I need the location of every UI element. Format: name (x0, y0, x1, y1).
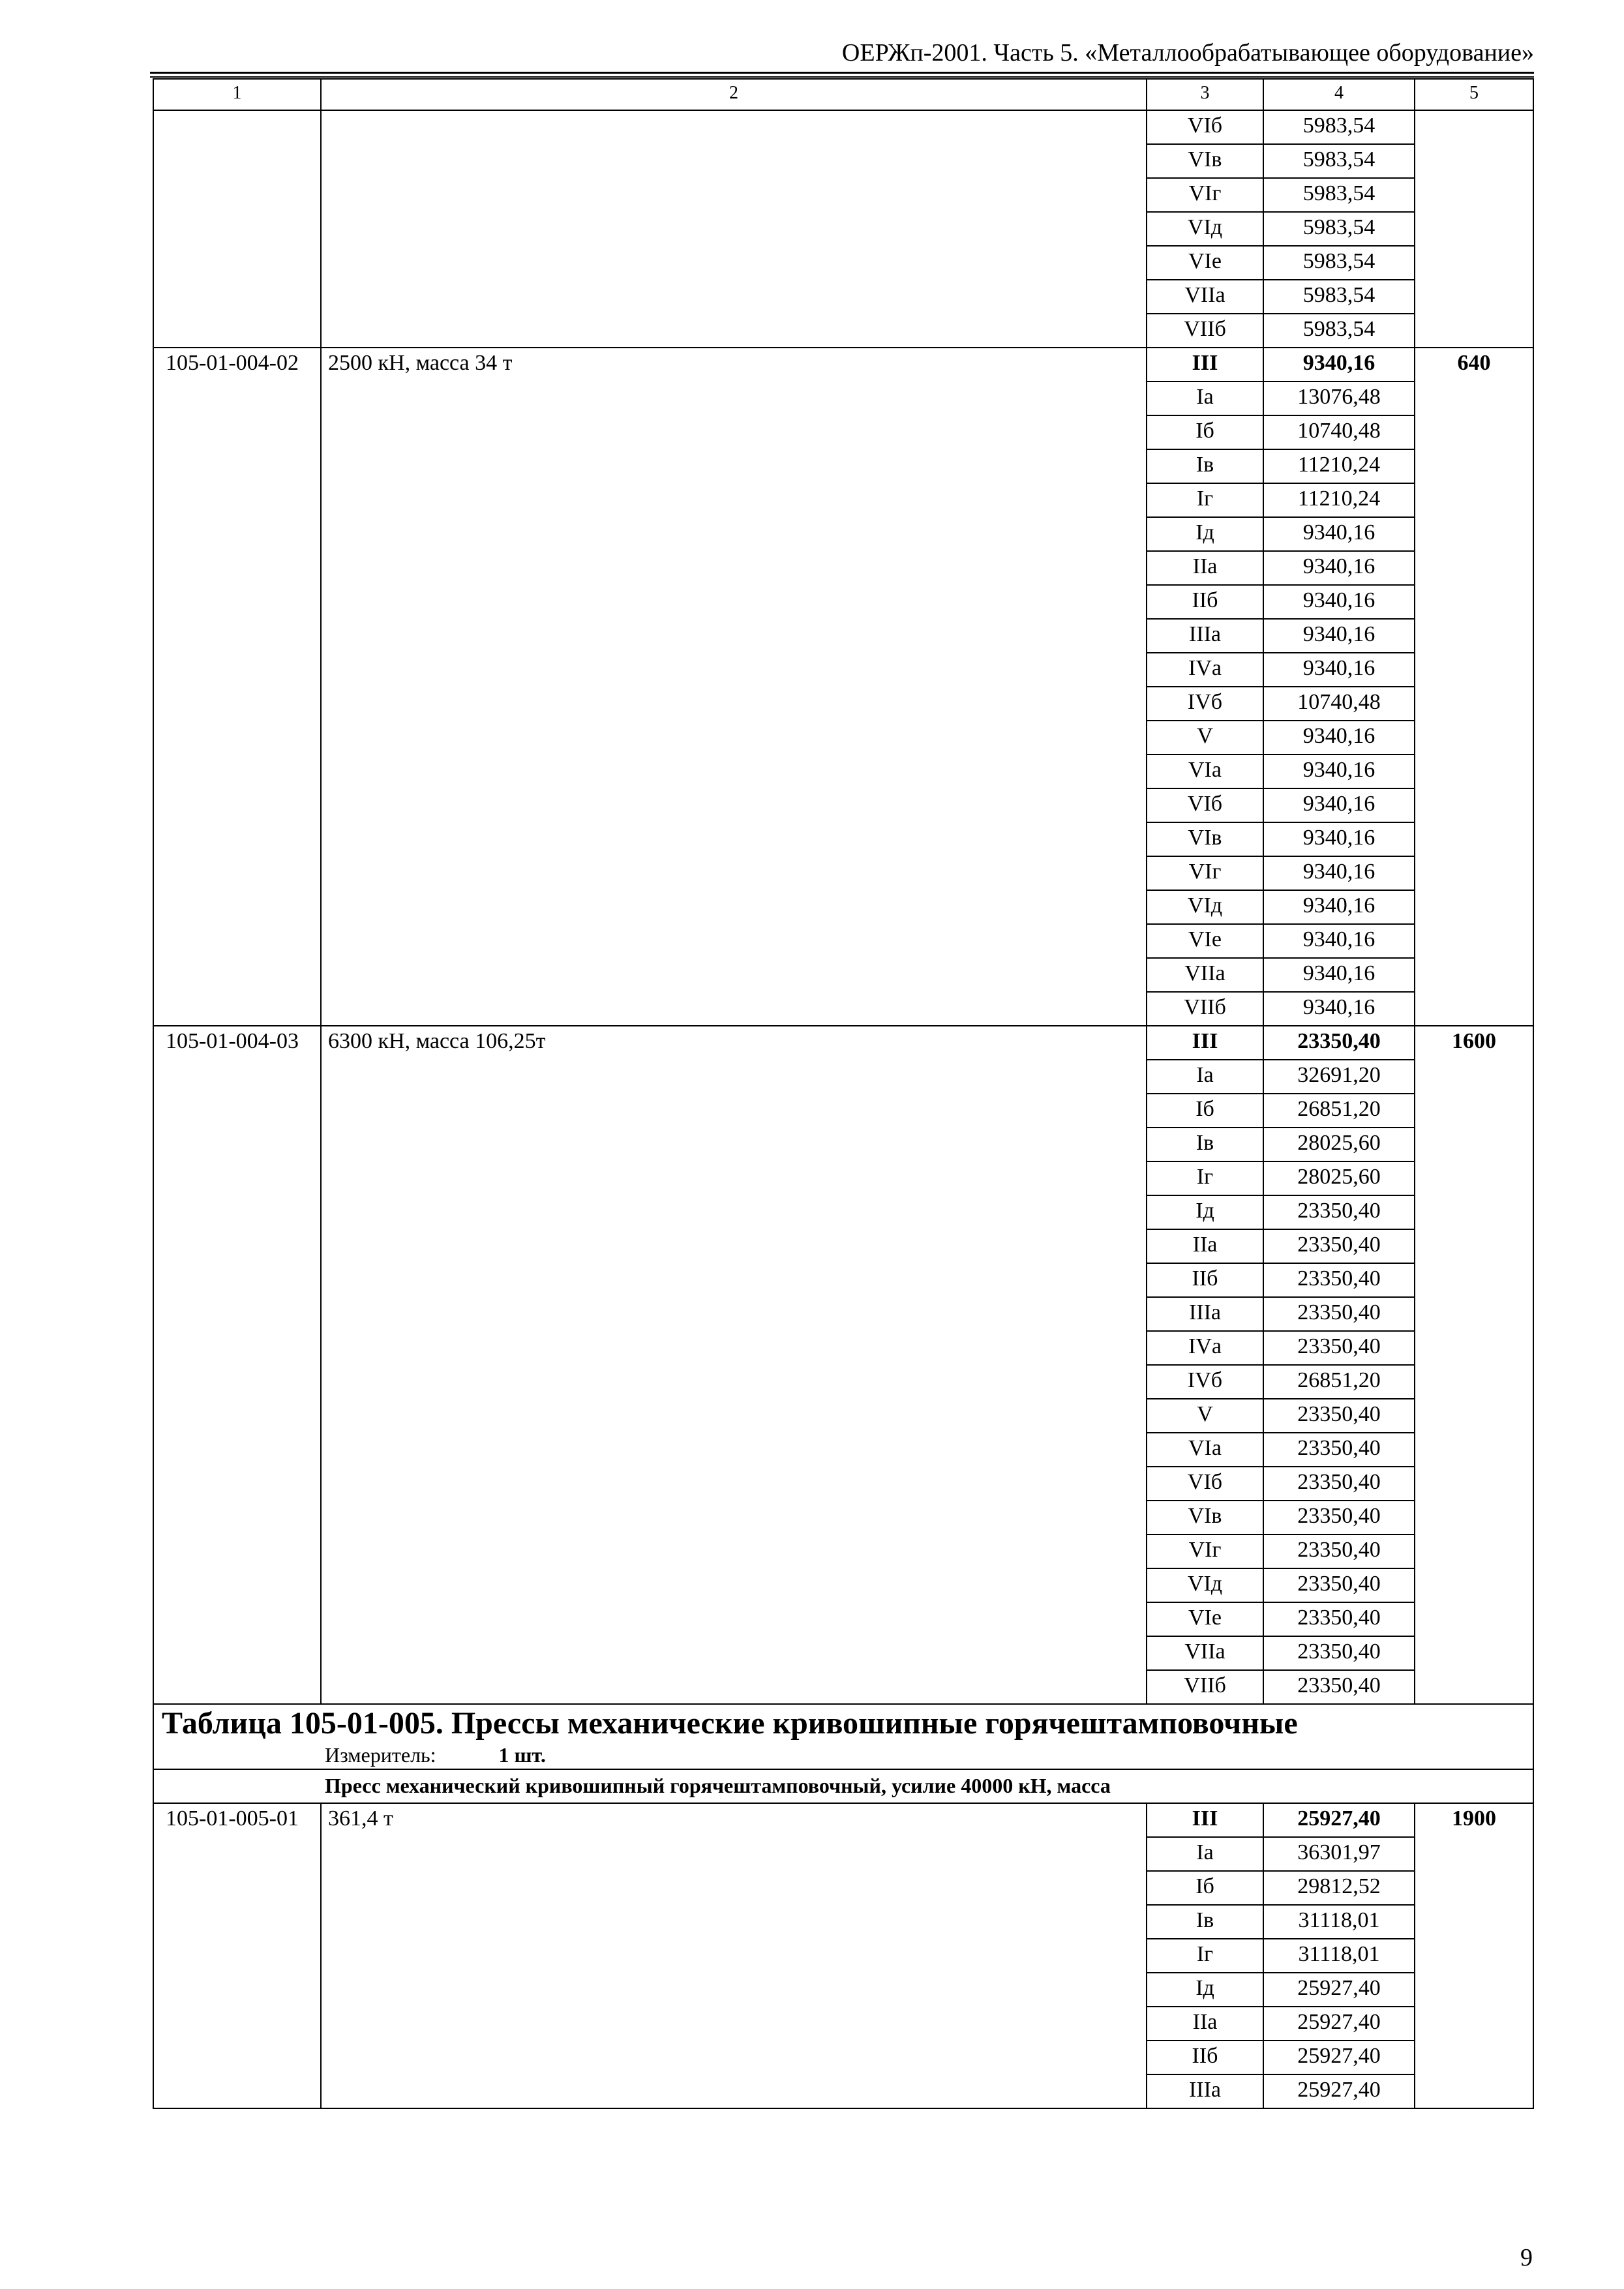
zone-cell: VIе (1147, 1602, 1263, 1636)
zone-cell: V (1147, 721, 1263, 755)
zone-cell: Iг (1147, 1161, 1263, 1195)
price-cell: 640 (1415, 348, 1533, 1026)
cost-cell: 9340,16 (1263, 890, 1415, 924)
zone-cell: VIб (1147, 788, 1263, 822)
column-number: 5 (1415, 79, 1533, 110)
price-table (153, 78, 1534, 2109)
zone-cell: VIб (1147, 110, 1263, 144)
zone-cell: VIг (1147, 178, 1263, 212)
cost-cell: 23350,40 (1263, 1263, 1415, 1297)
table-row (153, 1803, 1533, 1837)
cost-cell: 26851,20 (1263, 1365, 1415, 1399)
cost-cell: 23350,40 (1263, 1297, 1415, 1331)
price-cell (1415, 110, 1533, 348)
cost-cell: 5983,54 (1263, 246, 1415, 280)
cost-cell: 26851,20 (1263, 1094, 1415, 1128)
cost-cell: 23350,40 (1263, 1670, 1415, 1704)
zone-cell: III (1147, 1803, 1263, 1837)
table-title-row (153, 1704, 1533, 1743)
table-row (153, 348, 1533, 382)
cost-cell: 9340,16 (1263, 992, 1415, 1026)
zone-cell: IIIа (1147, 619, 1263, 653)
column-number: 4 (1263, 79, 1415, 110)
code-cell: 105-01-005-01 (153, 1803, 321, 2108)
cost-cell: 25927,40 (1263, 1803, 1415, 1837)
cost-cell: 5983,54 (1263, 178, 1415, 212)
cost-cell: 13076,48 (1263, 382, 1415, 415)
cost-cell: 9340,16 (1263, 856, 1415, 890)
cost-cell: 10740,48 (1263, 415, 1415, 449)
zone-cell: Iв (1147, 1128, 1263, 1161)
zone-cell: IVа (1147, 1331, 1263, 1365)
zone-cell: IIIа (1147, 2074, 1263, 2108)
page-number: 9 (1520, 2244, 1533, 2271)
zone-cell: III (1147, 348, 1263, 382)
cost-cell: 23350,40 (1263, 1636, 1415, 1670)
zone-cell: IIа (1147, 2007, 1263, 2041)
zone-cell: III (1147, 1026, 1263, 1060)
cost-cell: 9340,16 (1263, 755, 1415, 788)
subheader-cell: Пресс механический кривошипный горячештамповочный, усилие 40000 кН, масса (153, 1769, 1533, 1803)
measure-row (153, 1743, 1533, 1769)
zone-cell: Iа (1147, 1060, 1263, 1094)
cost-cell: 36301,97 (1263, 1837, 1415, 1871)
code-cell (153, 110, 321, 348)
zone-cell: VIIа (1147, 1636, 1263, 1670)
zone-cell: VIг (1147, 1534, 1263, 1568)
zone-cell: VIб (1147, 1467, 1263, 1501)
cost-cell: 31118,01 (1263, 1939, 1415, 1973)
cost-cell: 11210,24 (1263, 449, 1415, 483)
table-row (153, 1026, 1533, 1060)
table-title: Таблица 105-01-005. Прессы механические кривошипные горячештамповочные (153, 1704, 1533, 1743)
cost-cell: 23350,40 (1263, 1501, 1415, 1534)
zone-cell: IIб (1147, 1263, 1263, 1297)
zone-cell: Iб (1147, 1094, 1263, 1128)
zone-cell: Iа (1147, 382, 1263, 415)
cost-cell: 25927,40 (1263, 2041, 1415, 2074)
zone-cell: VIд (1147, 212, 1263, 246)
measure-label: Измеритель: (325, 1743, 436, 1767)
measure-value: 1 шт. (498, 1743, 546, 1767)
zone-cell: VIIб (1147, 992, 1263, 1026)
cost-cell: 23350,40 (1263, 1602, 1415, 1636)
zone-cell: VIг (1147, 856, 1263, 890)
cost-cell: 9340,16 (1263, 517, 1415, 551)
description-cell: 2500 кН, масса 34 т (321, 348, 1147, 1026)
cost-cell: 23350,40 (1263, 1467, 1415, 1501)
zone-cell: IVа (1147, 653, 1263, 687)
code-cell: 105-01-004-02 (153, 348, 321, 1026)
cost-cell: 9340,16 (1263, 585, 1415, 619)
column-number: 1 (153, 79, 321, 110)
cost-cell: 28025,60 (1263, 1128, 1415, 1161)
cost-cell: 9340,16 (1263, 348, 1415, 382)
header-rule-thin (150, 76, 1534, 78)
code-cell: 105-01-004-03 (153, 1026, 321, 1704)
zone-cell: VIв (1147, 822, 1263, 856)
zone-cell: Iв (1147, 449, 1263, 483)
cost-cell: 25927,40 (1263, 2074, 1415, 2108)
zone-cell: Iг (1147, 483, 1263, 517)
cost-cell: 28025,60 (1263, 1161, 1415, 1195)
cost-cell: 9340,16 (1263, 551, 1415, 585)
cost-cell: 9340,16 (1263, 653, 1415, 687)
zone-cell: VIIа (1147, 280, 1263, 314)
price-cell: 1900 (1415, 1803, 1533, 2108)
cost-cell: 23350,40 (1263, 1026, 1415, 1060)
header-rule (150, 72, 1534, 74)
cost-cell: 5983,54 (1263, 314, 1415, 348)
cost-cell: 25927,40 (1263, 1973, 1415, 2007)
zone-cell: Iд (1147, 517, 1263, 551)
zone-cell: V (1147, 1399, 1263, 1433)
zone-cell: Iд (1147, 1195, 1263, 1229)
zone-cell: IIб (1147, 585, 1263, 619)
cost-cell: 9340,16 (1263, 958, 1415, 992)
zone-cell: VIв (1147, 1501, 1263, 1534)
zone-cell: Iв (1147, 1905, 1263, 1939)
price-cell: 1600 (1415, 1026, 1533, 1704)
cost-cell: 5983,54 (1263, 144, 1415, 178)
cost-cell: 10740,48 (1263, 687, 1415, 721)
cost-cell: 9340,16 (1263, 619, 1415, 653)
cost-cell: 9340,16 (1263, 924, 1415, 958)
zone-cell: VIIа (1147, 958, 1263, 992)
description-cell (321, 110, 1147, 348)
zone-cell: IIIа (1147, 1297, 1263, 1331)
cost-cell: 23350,40 (1263, 1568, 1415, 1602)
cost-cell: 9340,16 (1263, 721, 1415, 755)
cost-cell: 5983,54 (1263, 280, 1415, 314)
cost-cell: 23350,40 (1263, 1399, 1415, 1433)
zone-cell: VIе (1147, 246, 1263, 280)
cost-cell: 31118,01 (1263, 1905, 1415, 1939)
zone-cell: VIд (1147, 890, 1263, 924)
cost-cell: 25927,40 (1263, 2007, 1415, 2041)
subheader-row (153, 1769, 1533, 1803)
measure-cell (153, 1743, 1533, 1769)
cost-cell: 23350,40 (1263, 1331, 1415, 1365)
zone-cell: IIб (1147, 2041, 1263, 2074)
cost-cell: 11210,24 (1263, 483, 1415, 517)
zone-cell: VIIб (1147, 314, 1263, 348)
cost-cell: 5983,54 (1263, 212, 1415, 246)
zone-cell: VIа (1147, 755, 1263, 788)
zone-cell: IVб (1147, 1365, 1263, 1399)
zone-cell: VIд (1147, 1568, 1263, 1602)
zone-cell: Iа (1147, 1837, 1263, 1871)
zone-cell: IIа (1147, 551, 1263, 585)
cost-cell: 23350,40 (1263, 1195, 1415, 1229)
cost-cell: 23350,40 (1263, 1229, 1415, 1263)
zone-cell: Iг (1147, 1939, 1263, 1973)
description-cell: 361,4 т (321, 1803, 1147, 2108)
zone-cell: VIе (1147, 924, 1263, 958)
cost-cell: 9340,16 (1263, 788, 1415, 822)
zone-cell: Iб (1147, 1871, 1263, 1905)
zone-cell: Iб (1147, 415, 1263, 449)
cost-cell: 23350,40 (1263, 1433, 1415, 1467)
zone-cell: Iд (1147, 1973, 1263, 2007)
description-cell: 6300 кН, масса 106,25т (321, 1026, 1147, 1704)
cost-cell: 9340,16 (1263, 822, 1415, 856)
cost-cell: 23350,40 (1263, 1534, 1415, 1568)
zone-cell: VIв (1147, 144, 1263, 178)
zone-cell: VIIб (1147, 1670, 1263, 1704)
cost-cell: 32691,20 (1263, 1060, 1415, 1094)
column-number: 2 (321, 79, 1147, 110)
zone-cell: VIа (1147, 1433, 1263, 1467)
price-table-body (153, 79, 1533, 2108)
column-number: 3 (1147, 79, 1263, 110)
zone-cell: IIа (1147, 1229, 1263, 1263)
running-header: ОЕРЖп-2001. Часть 5. «Металлообрабатывающее оборудование» (841, 39, 1534, 67)
cost-cell: 29812,52 (1263, 1871, 1415, 1905)
cost-cell: 5983,54 (1263, 110, 1415, 144)
zone-cell: IVб (1147, 687, 1263, 721)
table-row (153, 110, 1533, 144)
column-number-row (153, 79, 1533, 110)
